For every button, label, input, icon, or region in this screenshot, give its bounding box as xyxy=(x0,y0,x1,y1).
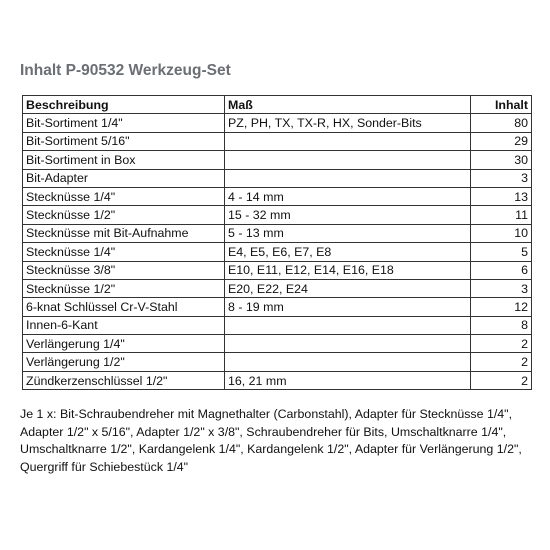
table-row xyxy=(23,261,532,279)
page-title: Inhalt P-90532 Werkzeug-Set xyxy=(20,62,231,79)
cell-description: Bit-Adapter xyxy=(23,169,225,187)
cell-description: Stecknüsse mit Bit-Aufnahme xyxy=(23,224,225,242)
cell-dimension: PZ, PH, TX, TX-R, HX, Sonder-Bits xyxy=(225,114,471,132)
cell-description: Bit-Sortiment 1/4" xyxy=(23,114,225,132)
cell-dimension: 4 - 14 mm xyxy=(225,187,471,205)
cell-quantity: 13 xyxy=(471,187,532,205)
cell-description: Stecknüsse 1/4" xyxy=(23,187,225,205)
cell-description: Stecknüsse 1/2" xyxy=(23,279,225,297)
table-body xyxy=(23,114,532,390)
cell-dimension: E20, E22, E24 xyxy=(225,279,471,297)
cell-dimension: E10, E11, E12, E14, E16, E18 xyxy=(225,261,471,279)
cell-description: Stecknüsse 1/2" xyxy=(23,206,225,224)
table-row xyxy=(23,243,532,261)
cell-dimension xyxy=(225,316,471,334)
cell-dimension xyxy=(225,151,471,169)
cell-quantity: 8 xyxy=(471,316,532,334)
cell-dimension: 16, 21 mm xyxy=(225,371,471,389)
table-row xyxy=(23,353,532,371)
cell-description: Verlängerung 1/4" xyxy=(23,335,225,353)
cell-description: Zündkerzenschlüssel 1/2" xyxy=(23,371,225,389)
cell-quantity: 2 xyxy=(471,353,532,371)
cell-quantity: 3 xyxy=(471,279,532,297)
table-row xyxy=(23,298,532,316)
header-description: Beschreibung xyxy=(23,96,225,114)
cell-dimension xyxy=(225,132,471,150)
cell-description: 6-knat Schlüssel Cr-V-Stahl xyxy=(23,298,225,316)
table-row xyxy=(23,114,532,132)
cell-quantity: 5 xyxy=(471,243,532,261)
table-row xyxy=(23,169,532,187)
cell-description: Stecknüsse 3/8" xyxy=(23,261,225,279)
cell-description: Innen-6-Kant xyxy=(23,316,225,334)
cell-dimension: 8 - 19 mm xyxy=(225,298,471,316)
cell-dimension: 15 - 32 mm xyxy=(225,206,471,224)
cell-description: Bit-Sortiment in Box xyxy=(23,151,225,169)
cell-description: Verlängerung 1/2" xyxy=(23,353,225,371)
included-items-note: Je 1 x: Bit-Schraubendreher mit Magnethalter (Carbonstahl), Adapter für Stecknüsse 1/4", Adapter 1/2" x 5/16", Adapter 1/2" x 3/8", Schraubendreher für Bits, Umschaltknarre 1/4", Umschaltknarre 1/2", Kardangelenk 1/4", Kardangelenk 1/2", Adapter für Verlängerung 1/2", Quergriff für Schiebestück 1/4" xyxy=(20,407,522,475)
cell-quantity: 6 xyxy=(471,261,532,279)
table-row xyxy=(23,132,532,150)
cell-quantity: 10 xyxy=(471,224,532,242)
cell-dimension: E4, E5, E6, E7, E8 xyxy=(225,243,471,261)
table-row xyxy=(23,316,532,334)
table-row xyxy=(23,371,532,389)
cell-quantity: 80 xyxy=(471,114,532,132)
header-quantity: Inhalt xyxy=(471,96,532,114)
cell-description: Stecknüsse 1/4" xyxy=(23,243,225,261)
cell-dimension xyxy=(225,169,471,187)
table-row xyxy=(23,187,532,205)
cell-quantity: 30 xyxy=(471,151,532,169)
table-row xyxy=(23,279,532,297)
table-row xyxy=(23,151,532,169)
table-row xyxy=(23,335,532,353)
cell-quantity: 2 xyxy=(471,335,532,353)
cell-quantity: 2 xyxy=(471,371,532,389)
cell-quantity: 3 xyxy=(471,169,532,187)
cell-quantity: 11 xyxy=(471,206,532,224)
cell-quantity: 12 xyxy=(471,298,532,316)
contents-table xyxy=(22,95,532,390)
cell-dimension xyxy=(225,335,471,353)
table-row xyxy=(23,224,532,242)
header-dimension: Maß xyxy=(225,96,471,114)
cell-description: Bit-Sortiment 5/16" xyxy=(23,132,225,150)
cell-dimension xyxy=(225,353,471,371)
cell-dimension: 5 - 13 mm xyxy=(225,224,471,242)
table-header-row xyxy=(23,96,532,114)
table-row xyxy=(23,206,532,224)
cell-quantity: 29 xyxy=(471,132,532,150)
